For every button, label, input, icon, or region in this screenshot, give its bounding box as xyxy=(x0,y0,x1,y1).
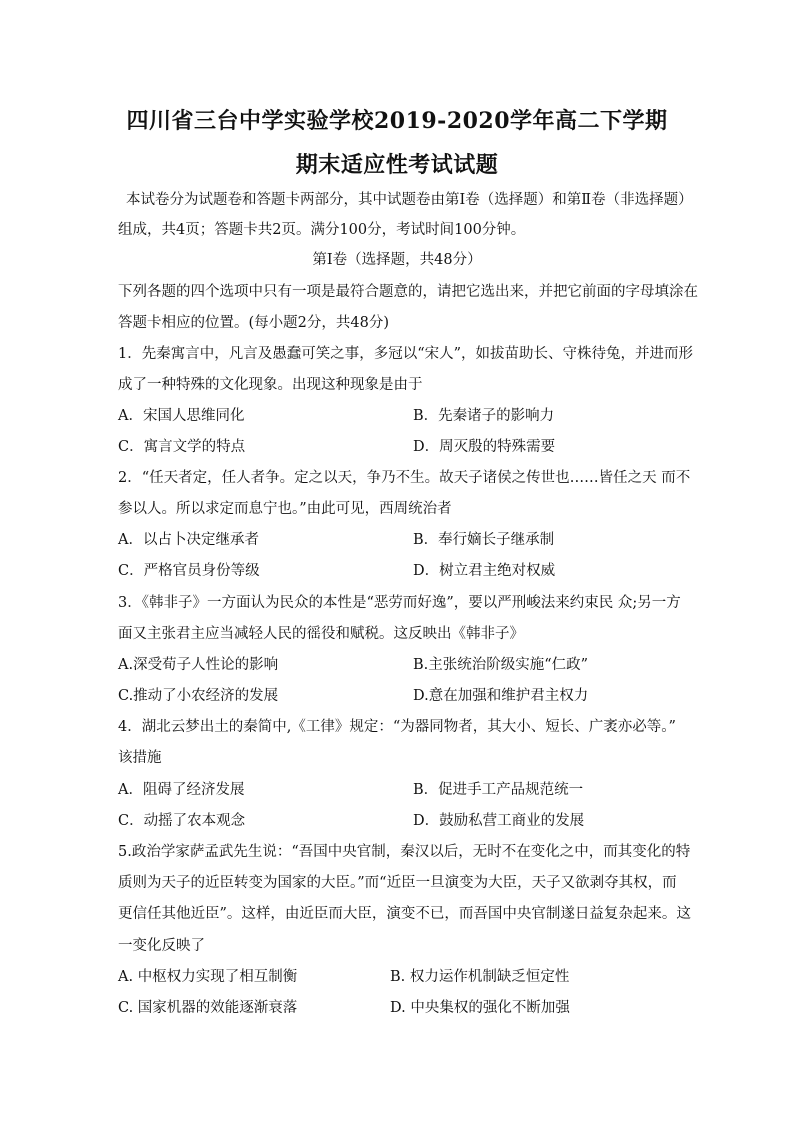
question-1-option-c: C．寓言文学的特点 xyxy=(118,439,246,455)
question-2-option-d: D．树立君主绝对权威 xyxy=(413,563,556,579)
question-5-line-2: 质则为天子的近臣转变为国家的大臣。”而“近臣一旦演变为大臣，天子又欲剥夺其权，而 xyxy=(118,875,677,891)
question-3-option-b: B.主张统治阶级实施“仁政” xyxy=(413,657,589,673)
question-1-line-2: 成了一种特殊的文化现象。出现这种现象是由于 xyxy=(118,377,423,393)
question-3-option-a: A.深受荀子人性论的影响 xyxy=(118,657,279,673)
question-5-option-d: D. 中央集权的强化不断加强 xyxy=(390,1000,570,1016)
question-2-option-c: C．严格官员身份等级 xyxy=(118,563,260,579)
question-1-option-a: A．宋国人思维同化 xyxy=(118,408,245,424)
question-4-option-b: B．促进手工产品规范统一 xyxy=(413,782,584,798)
question-1-option-b: B．先秦诸子的影响力 xyxy=(413,408,555,424)
intro-line-2: 组成，共4页；答题卡共2页。满分100分，考试时间100分钟。 xyxy=(118,222,526,238)
question-3-option-c: C.推动了小农经济的发展 xyxy=(118,688,279,704)
question-3-option-d: D.意在加强和维护君主权力 xyxy=(413,688,589,704)
section-title: 第Ⅰ卷（选择题，共48分） xyxy=(312,252,482,268)
exam-title-line2: 期末适应性考试试题 xyxy=(295,152,499,178)
question-2-line-1: 2．“任天者定，任人者争。定之以天，争乃不生。故天子诸侯之传世也……皆任之天 而不 xyxy=(118,470,691,486)
question-4-option-c: C．动摇了农本观念 xyxy=(118,813,246,829)
question-2-option-a: A．以占卜决定继承者 xyxy=(118,532,259,548)
question-5-option-b: B. 权力运作机制缺乏恒定性 xyxy=(390,969,570,985)
question-1-line-1: 1．先秦寓言中，凡言及愚蠢可笑之事，多冠以“宋人”，如拔苗助长、守株待兔，并进而形 xyxy=(118,346,694,362)
question-5-line-3: 更信任其他近臣”。这样，由近臣而大臣，演变不已，而吾国中央官制遂日益复杂起来。这 xyxy=(118,906,691,922)
question-5-option-a: A. 中枢权力实现了相互制衡 xyxy=(118,969,298,985)
instruction-line-1: 下列各题的四个选项中只有一项是最符合题意的，请把它选出来，并把它前面的字母填涂在 xyxy=(118,284,698,300)
question-4-option-a: A．阻碍了经济发展 xyxy=(118,782,245,798)
intro-line-1: 本试卷分为试题卷和答题卡两部分，其中试题卷由第Ⅰ卷（选择题）和第Ⅱ卷（非选择题） xyxy=(126,192,693,208)
exam-title-line1: 四川省三台中学实验学校2019-2020学年高二下学期 xyxy=(126,108,668,134)
question-1-option-d: D．周灭殷的特殊需要 xyxy=(413,439,556,455)
question-5-option-c: C. 国家机器的效能逐渐衰落 xyxy=(118,1000,298,1016)
question-4-line-2: 该措施 xyxy=(118,750,162,766)
question-4-option-d: D．鼓励私营工商业的发展 xyxy=(413,813,585,829)
instruction-line-2: 答题卡相应的位置。(每小题2分，共48分) xyxy=(118,315,389,331)
question-3-line-2: 面又主张君主应当减轻人民的徭役和赋税。这反映出《韩非子》 xyxy=(118,626,524,642)
question-5-line-1: 5.政治学家萨孟武先生说：“吾国中央官制，秦汉以后，无时不在变化之中，而其变化的特 xyxy=(118,844,691,860)
question-3-line-1: 3．《韩非子》一方面认为民众的本性是“恶劳而好逸”，要以严刑峻法来约束民 众;另一方 xyxy=(118,595,681,611)
question-2-line-2: 参以人。所以求定而息宁也。”由此可见，西周统治者 xyxy=(118,501,452,517)
question-5-line-4: 一变化反映了 xyxy=(118,938,205,954)
question-2-option-b: B．奉行嫡长子继承制 xyxy=(413,532,555,548)
question-4-line-1: 4．湖北云梦出土的秦简中,《工律》规定：“为器同物者，其大小、短长、广袤亦必等。” xyxy=(118,719,676,735)
